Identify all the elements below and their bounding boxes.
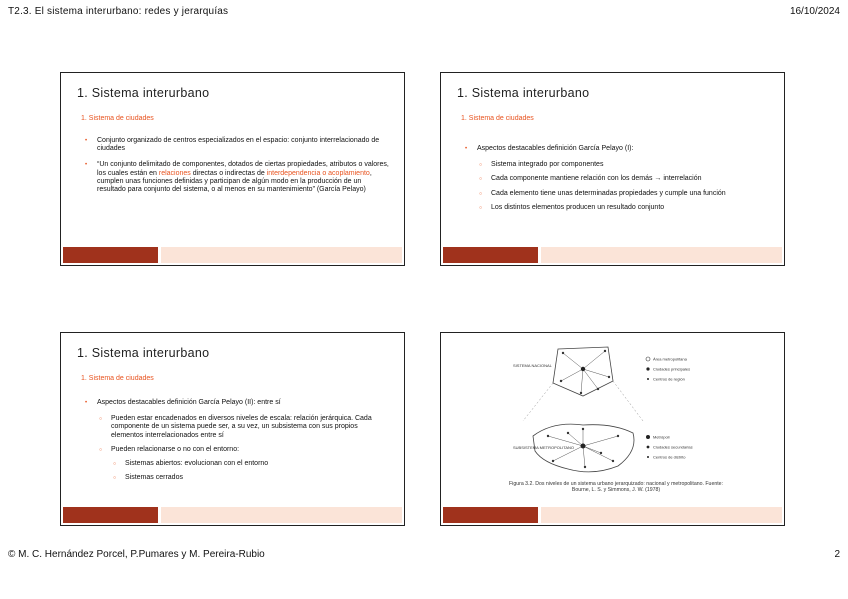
- bullet-item: • Aspectos destacables definición García Pelayo (I):: [465, 145, 770, 153]
- sub-sub-bullet-item: ○ Sistemas cerrados: [113, 474, 390, 482]
- highlight-text: interdependencia o acoplamiento: [266, 169, 370, 177]
- footer-bar-dark: [443, 507, 538, 523]
- highlight-text: relaciones: [158, 169, 191, 177]
- diagram-label: SUBSISTEMA METROPOLITANO: [513, 445, 575, 450]
- sub-sub-bullet-item: ○ Sistemas abiertos: evolucionan con el entorno: [113, 460, 390, 468]
- sub-bullet-item: ○ Sistema integrado por componentes: [479, 161, 770, 169]
- slide-title: 1. Sistema interurbano: [77, 86, 210, 100]
- footer-bar-light: [541, 507, 782, 523]
- document-title: T2.3. El sistema interurbano: redes y jerarquías: [8, 6, 229, 17]
- footer-bar-light: [541, 247, 782, 263]
- sub-bullet-item: ○ Cada elemento tiene unas determinadas propiedades y cumple una función: [479, 190, 770, 198]
- bullet-item: [85, 161, 390, 194]
- sub-bullet-item: ○ Pueden relacionarse o no con el entorno:: [99, 446, 390, 454]
- legend-label: Área metropolitana: [653, 356, 687, 362]
- sub-bullet-item: ○ Pueden estar encadenados en diversos niveles de escala: relación jerárquica. Cada componente de un sistema puede ser, a su vez, un subsistema con sus propios elementos interrelacionados entre sí: [99, 415, 390, 440]
- quote-text: “Un conjunto delimitado de componentes, dotados de ciertas propiedades, atributos o valores, los cuales están en: [97, 161, 389, 177]
- legend-label: Ciudades secundarias: [653, 444, 693, 450]
- slide-subtitle: 1. Sistema de ciudades: [81, 115, 154, 122]
- legend-label: Centros de región: [653, 376, 685, 382]
- bullet-item: • Aspectos destacables definición García Pelayo (II): entre sí: [85, 399, 390, 407]
- diagram-label: SISTEMA NACIONAL: [513, 363, 552, 368]
- bullet-item: • Conjunto organizado de centros especializados en el espacio: conjunto interrelacionado de ciudades: [85, 137, 390, 153]
- footer-bar-dark: [63, 247, 158, 263]
- slide-thumbnail-4: [440, 332, 785, 526]
- footer-bar-dark: [63, 507, 158, 523]
- slide-body: [465, 145, 770, 218]
- slide-title: 1. Sistema interurbano: [457, 86, 590, 100]
- quote-text: directas o indirectas de: [190, 169, 267, 177]
- legend-label: Metrópoli: [653, 434, 670, 440]
- slide-thumbnail-2: [440, 72, 785, 266]
- legend-label: Ciudades principales: [653, 366, 691, 372]
- sub-bullet-item: ○ Los distintos elementos producen un resultado conjunto: [479, 204, 770, 212]
- document-date: 16/10/2024: [789, 6, 840, 17]
- slide-subtitle: 1. Sistema de ciudades: [81, 375, 154, 382]
- slide-body: [85, 399, 390, 488]
- sub-bullet-item: ○ Cada componente mantiene relación con los demás → interrelación: [479, 175, 770, 183]
- quote-text: , cumplen unas funciones definidas y participan de algún modo en la producción de un resultado para conjunto del sistema, o al menos en su mantenimiento” (García Pelayo): [97, 169, 372, 194]
- slide-title: 1. Sistema interurbano: [77, 346, 210, 360]
- page-number: 2: [834, 549, 840, 560]
- footer-bar-light: [161, 247, 402, 263]
- slide-body: [85, 137, 390, 202]
- legend-label: Centros de distrito: [653, 454, 686, 460]
- slide-thumbnail-3: [60, 332, 405, 526]
- copyright-notice: © M. C. Hernández Porcel, P.Pumares y M. Pereira-Rubio: [8, 549, 265, 560]
- urban-system-diagram: [513, 341, 713, 501]
- footer-bar-light: [161, 507, 402, 523]
- slide-subtitle: 1. Sistema de ciudades: [461, 115, 534, 122]
- slide-thumbnail-1: [60, 72, 405, 266]
- footer-bar-dark: [443, 247, 538, 263]
- figure-caption: Figura 3.2. Dos niveles de un sistema urbano jerarquizado: nacional y metropolitano. Fuente: Bourne, L. S. y Simmons, J. W. (1978): [509, 481, 723, 493]
